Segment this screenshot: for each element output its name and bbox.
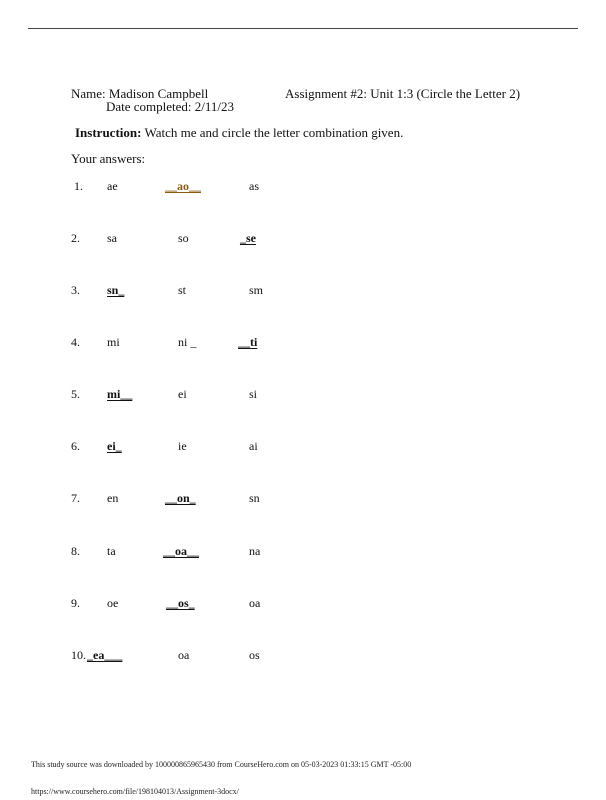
option-a: ae [107, 179, 118, 193]
item-number: 4. [71, 335, 80, 349]
option-a-selected: sn_ [107, 283, 125, 297]
option-c: si [249, 387, 258, 401]
option-b: st [178, 283, 187, 297]
item-number: 2. [71, 231, 80, 245]
option-c: as [249, 179, 259, 193]
option-b: ei [178, 387, 187, 401]
item-number: 5. [71, 387, 80, 401]
option-c: os [249, 648, 260, 662]
source-notice: This study source was downloaded by 100000865965430 from CourseHero.com on 05-03-2023 01:33:15 GMT -05:00 [31, 760, 412, 769]
option-a-selected: _ea___ [87, 648, 123, 662]
option-a: ta [107, 544, 116, 558]
option-a: sa [107, 231, 117, 245]
option-c: sn [249, 491, 260, 505]
option-c-selected: __ti [238, 335, 258, 349]
option-b: oa [178, 648, 190, 662]
option-b-selected: __os_ [166, 596, 195, 610]
option-b-selected: __on_ [165, 491, 196, 505]
option-a-selected: mi__ [107, 387, 133, 401]
item-number: 7. [71, 491, 80, 505]
assignment-title: Assignment #2: Unit 1:3 (Circle the Letter 2) [285, 86, 521, 101]
top-divider [28, 28, 578, 29]
instruction [75, 125, 403, 140]
option-c: sm [249, 283, 264, 297]
instruction-text: Watch me and circle the letter combination given. [141, 125, 404, 140]
option-b: so [178, 231, 189, 245]
item-number: 9. [71, 596, 80, 610]
option-b: ie [178, 439, 187, 453]
date-completed: Date completed: 2/11/23 [106, 99, 235, 114]
source-url[interactable]: https://www.coursehero.com/file/198104013/Assignment-3docx/ [31, 787, 239, 796]
instruction-label: Instruction: [75, 125, 142, 140]
option-c: na [249, 544, 261, 558]
option-b-selected: __ao__ [165, 179, 201, 193]
item-number: 3. [71, 283, 80, 297]
option-b: ni _ [178, 335, 197, 349]
option-a: mi [107, 335, 120, 349]
option-c: oa [249, 596, 261, 610]
option-a-selected: ei_ [107, 439, 122, 453]
answers-label: Your answers: [71, 151, 146, 166]
student-name: Name: Madison Campbell [71, 86, 209, 101]
item-number: 10. [71, 648, 86, 662]
option-b-selected: __oa__ [163, 544, 199, 558]
item-number: 6. [71, 439, 80, 453]
option-c-selected: _se [240, 231, 256, 245]
option-a: en [107, 491, 119, 505]
item-number: 1. [74, 179, 83, 193]
item-number: 8. [71, 544, 80, 558]
option-a: oe [107, 596, 119, 610]
option-c: ai [249, 439, 258, 453]
